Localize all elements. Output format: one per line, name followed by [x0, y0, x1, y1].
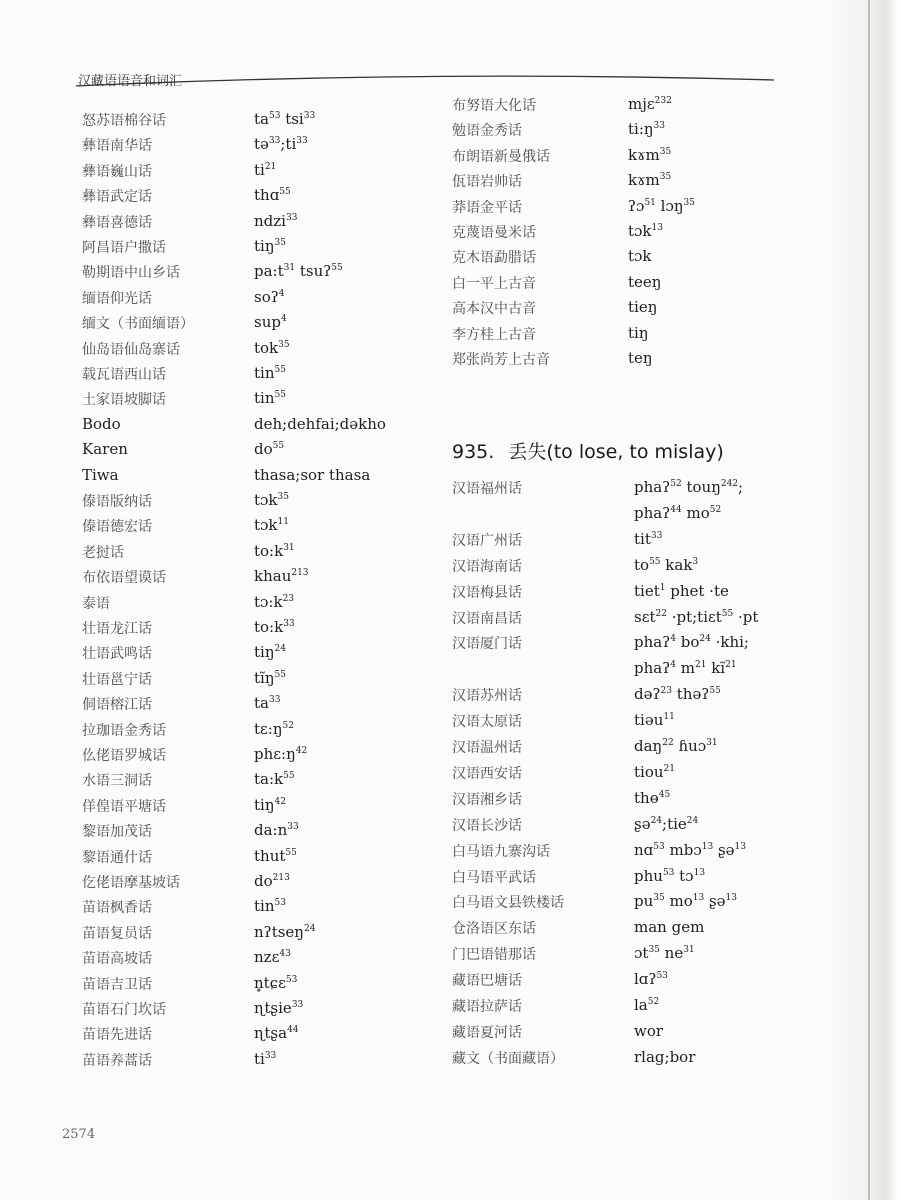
phonetic-form: $tɔ:k^{23}$ — [254, 592, 295, 611]
language-name: 佤语岩帅话 — [452, 174, 522, 191]
phonetic-form: n̥tɕɛ$^{53}$ — [254, 973, 298, 992]
phonetic-form: ʔɔ$^{51}$ lɔŋ$^{35}$ — [628, 196, 695, 215]
phonetic-form: tin$^{55}$ — [254, 364, 286, 382]
phonetic-form: phaʔ$^4$ $m^{21}$ $kĩ^{21}$ — [634, 659, 737, 678]
language-name: 汉语太原话 — [452, 714, 522, 731]
language-name: 布朗语新曼俄话 — [452, 148, 550, 165]
phonetic-form: $to^{55}$ kak$^3$ — [634, 555, 699, 574]
phonetic-form: ʂə$^{24}$;tie$^{24}$ — [634, 814, 699, 833]
language-name: 汉语温州话 — [452, 740, 522, 756]
language-name: 拉珈语金秀话 — [82, 722, 166, 739]
phonetic-form: $la^{52}$ — [634, 996, 660, 1014]
left-column — [82, 110, 422, 1090]
language-name: 壮语龙江话 — [82, 621, 152, 637]
phonetic-form: tok$^{35}$ — [254, 338, 290, 357]
language-name: 苗语石门坎话 — [82, 1002, 166, 1018]
phonetic-form: tɔk$^{11}$ — [254, 516, 289, 535]
phonetic-form: tiŋ — [628, 323, 649, 342]
language-name: 白马语九寨沟话 — [452, 843, 550, 860]
running-header: 汉藏语语音和词汇 — [78, 74, 183, 89]
phonetic-form: $do^{213}$ — [254, 872, 290, 890]
phonetic-form: phaʔ$^{52}$ touŋ$^{242}$; — [634, 478, 744, 496]
language-name: 布努语大化话 — [452, 98, 536, 114]
phonetic-form: tiŋ$^{35}$ — [254, 237, 286, 255]
language-name: 苗语复员话 — [82, 925, 152, 942]
phonetic-form: tieŋ — [628, 298, 658, 317]
language-name: 泰语 — [82, 595, 110, 612]
phonetic-form: tiou$^{21}$ — [634, 762, 675, 781]
language-name: 黎语加茂话 — [82, 824, 152, 841]
language-name: Bodo — [82, 414, 121, 433]
phonetic-form: tiŋ$^{24}$ — [254, 643, 286, 662]
phonetic-form: $to:k^{31}$ — [254, 541, 295, 560]
language-name: 傣语版纳话 — [82, 494, 152, 510]
language-name: 苗语养蒿话 — [82, 1052, 152, 1069]
language-name: 汉语南昌话 — [452, 610, 522, 627]
phonetic-form: $tɛ:ŋ^{52}$ — [254, 719, 294, 738]
language-name: 汉语广州话 — [452, 532, 522, 549]
phonetic-form: phaʔ$^{44}$ $mo^{52}$ — [634, 503, 722, 522]
phonetic-form: teŋ — [628, 349, 653, 367]
language-name: 阿昌语户撒话 — [82, 240, 166, 256]
language-name: 门巴语错那话 — [452, 947, 536, 964]
phonetic-form: tin$^{55}$ — [254, 389, 286, 408]
phonetic-form: tiŋ$^{42}$ — [254, 795, 286, 814]
language-name: 莽语金平话 — [452, 199, 522, 216]
language-name: 白马语平武话 — [452, 869, 536, 886]
phonetic-form: $phɛ:ŋ^{42}$ — [254, 745, 308, 763]
language-name: 汉语西安话 — [452, 765, 522, 782]
phonetic-form: $do^{55}$ — [254, 440, 285, 459]
language-name: 怒苏语棉谷话 — [82, 113, 166, 129]
phonetic-form: $ti^{33}$ — [254, 1049, 277, 1068]
phonetic-form: wor — [634, 1021, 664, 1040]
phonetic-form: thɑ$^{55}$ — [254, 186, 291, 205]
language-name: 苗语高坡话 — [82, 951, 152, 968]
language-name: 黎语通什话 — [82, 849, 152, 866]
language-name: 彝语巍山话 — [82, 163, 152, 180]
language-name: 苗语先进话 — [82, 1027, 152, 1044]
phonetic-form: $ti^{21}$ — [254, 160, 277, 179]
phonetic-form: soʔ$^4$ — [254, 287, 285, 306]
phonetic-form: man gem — [634, 918, 705, 937]
language-name: 汉语福州话 — [452, 481, 522, 497]
phonetic-form: dəʔ$^{23}$ thəʔ$^{55}$ — [634, 685, 721, 704]
phonetic-form: phu$^{53}$ tɔ$^{13}$ — [634, 866, 706, 885]
phonetic-form: thɵ$^{45}$ — [634, 788, 671, 807]
phonetic-form: $ti:ŋ^{33}$ — [628, 120, 665, 139]
page-number: 2574 — [62, 1127, 96, 1142]
phonetic-form: nʔtseŋ$^{24}$ — [254, 922, 316, 941]
language-name: 壮语武鸣话 — [82, 646, 152, 663]
language-name: 克木语勐腊话 — [452, 250, 536, 267]
language-name: 仓洛语区东话 — [452, 921, 536, 938]
language-name: 藏语拉萨话 — [452, 999, 522, 1015]
phonetic-form: daŋ$^{22}$ ɦuɔ$^{31}$ — [634, 737, 718, 755]
phonetic-form: tɔk — [628, 247, 652, 266]
phonetic-form: nzɛ$^{43}$ — [254, 948, 291, 967]
language-name: 水语三洞话 — [82, 773, 152, 790]
phonetic-form: $ta:k^{55}$ — [254, 770, 295, 789]
language-name: 苗语吉卫话 — [82, 976, 152, 993]
language-name: 彝语喜德话 — [82, 214, 152, 231]
phonetic-form: tiet$^1$ phet ·te — [634, 581, 729, 600]
language-name: 李方桂上古音 — [452, 326, 536, 343]
phonetic-form: ndzi$^{33}$ — [254, 211, 298, 230]
phonetic-form: $da:n^{33}$ — [254, 821, 299, 840]
language-name: 汉语长沙话 — [452, 817, 522, 834]
phonetic-form: tin$^{53}$ — [254, 897, 286, 916]
phonetic-form: rlag;bor — [634, 1047, 696, 1066]
phonetic-form: khau$^{213}$ — [254, 567, 309, 586]
phonetic-form: mjɛ$^{232}$ — [628, 95, 672, 113]
phonetic-form: kɤm$^{35}$ — [628, 171, 672, 190]
language-name: 缅文（书面缅语） — [82, 316, 194, 333]
phonetic-form: tɔk$^{13}$ — [628, 222, 663, 240]
phonetic-form: thut$^{55}$ — [254, 846, 297, 865]
phonetic-form: $pu^{35}$ $mo^{13}$ ʂə$^{13}$ — [634, 892, 737, 911]
phonetic-form: tit$^{33}$ — [634, 529, 663, 548]
phonetic-form: $to:k^{33}$ — [254, 618, 295, 636]
language-name: 汉语梅县话 — [452, 584, 522, 601]
language-name: 克蔑语曼米话 — [452, 225, 536, 241]
language-name: 仫佬语罗城话 — [82, 748, 166, 764]
phonetic-form: lɑʔ$^{53}$ — [634, 970, 668, 989]
phonetic-form: sup$^4$ — [254, 313, 287, 332]
language-name: 汉语苏州话 — [452, 688, 522, 705]
phonetic-form: thasa;sor thasa — [254, 465, 371, 484]
language-name: 郑张尚芳上古音 — [452, 352, 550, 368]
phonetic-form: $tə^{33};ti^{33}$ — [254, 135, 308, 154]
language-name: 彝语武定话 — [82, 189, 152, 206]
phonetic-form: $ta^{53}$ tsi$^{33}$ — [254, 110, 316, 128]
phonetic-form: phaʔ$^4$ $bo^{24} \cdot khi$; — [634, 633, 749, 652]
language-name: 傣语德宏话 — [82, 519, 152, 536]
language-name: 汉语厦门话 — [452, 636, 522, 653]
language-name: 苗语枫香话 — [82, 900, 152, 917]
language-name: 壮语邕宁话 — [82, 671, 152, 688]
phonetic-form: nɑ$^{53}$ mbɔ$^{13}$ ʂə$^{13}$ — [634, 840, 746, 859]
book-spine-shadow — [830, 0, 900, 1200]
language-name: 载瓦语西山话 — [82, 367, 166, 383]
phonetic-form: ɔt$^{35}$ $ne^{31}$ — [634, 944, 695, 963]
phonetic-form: tɔk$^{35}$ — [254, 491, 289, 509]
entry-heading — [452, 437, 724, 464]
language-name: Karen — [82, 440, 128, 459]
phonetic-form: $ta^{33}$ — [254, 694, 281, 713]
language-name: 侗语榕江话 — [82, 697, 152, 714]
language-name: 布依语望谟话 — [82, 570, 166, 587]
phonetic-form: teeŋ — [628, 272, 662, 291]
book-spine-edge — [868, 0, 870, 1200]
right-column-top — [452, 95, 832, 385]
language-name: 老挝话 — [82, 544, 124, 561]
phonetic-form: ɳtʂie$^{33}$ — [254, 999, 304, 1017]
language-name: Tiwa — [82, 465, 119, 484]
language-name: 佯偟语平塘话 — [82, 798, 166, 815]
phonetic-form: ɳtʂa$^{44}$ — [254, 1024, 299, 1043]
language-name: 白马语文县铁楼话 — [452, 895, 564, 912]
phonetic-form: deh;dehfai;dəkho — [254, 414, 386, 433]
phonetic-form: sɛt$^{22}$ ·pt;tiɛt$^{55}$ ·pt — [634, 607, 759, 626]
language-name: 勒期语中山乡话 — [82, 265, 180, 282]
language-name: 汉语湘乡话 — [452, 791, 522, 808]
language-name: 缅语仰光话 — [82, 290, 152, 307]
language-name: 藏语巴塘话 — [452, 973, 522, 990]
language-name: 汉语海南话 — [452, 558, 522, 575]
language-name: 仙岛语仙岛寨话 — [82, 341, 180, 358]
language-name: 高本汉中古音 — [452, 301, 536, 318]
right-column-bottom — [452, 478, 832, 1098]
phonetic-form: kɤm$^{35}$ — [628, 145, 672, 164]
language-name: 土家语坡脚话 — [82, 392, 166, 409]
phonetic-form: tĩŋ$^{55}$ — [254, 668, 286, 687]
language-name: 白一平上古音 — [452, 275, 536, 292]
language-name: 彝语南华话 — [82, 138, 152, 155]
language-name: 藏语夏河话 — [452, 1024, 522, 1041]
language-name: 勉语金秀话 — [452, 123, 522, 140]
phonetic-form: $pa:t^{31}$ tsuʔ$^{55}$ — [254, 262, 343, 281]
entry-number: 935. — [452, 441, 495, 463]
phonetic-form: tiəu$^{11}$ — [634, 711, 675, 730]
language-name: 仡佬语摩基坡话 — [82, 875, 180, 891]
entry-title: 丢失(to lose, to mislay) — [508, 441, 724, 463]
language-name: 藏文（书面藏语） — [452, 1050, 564, 1067]
